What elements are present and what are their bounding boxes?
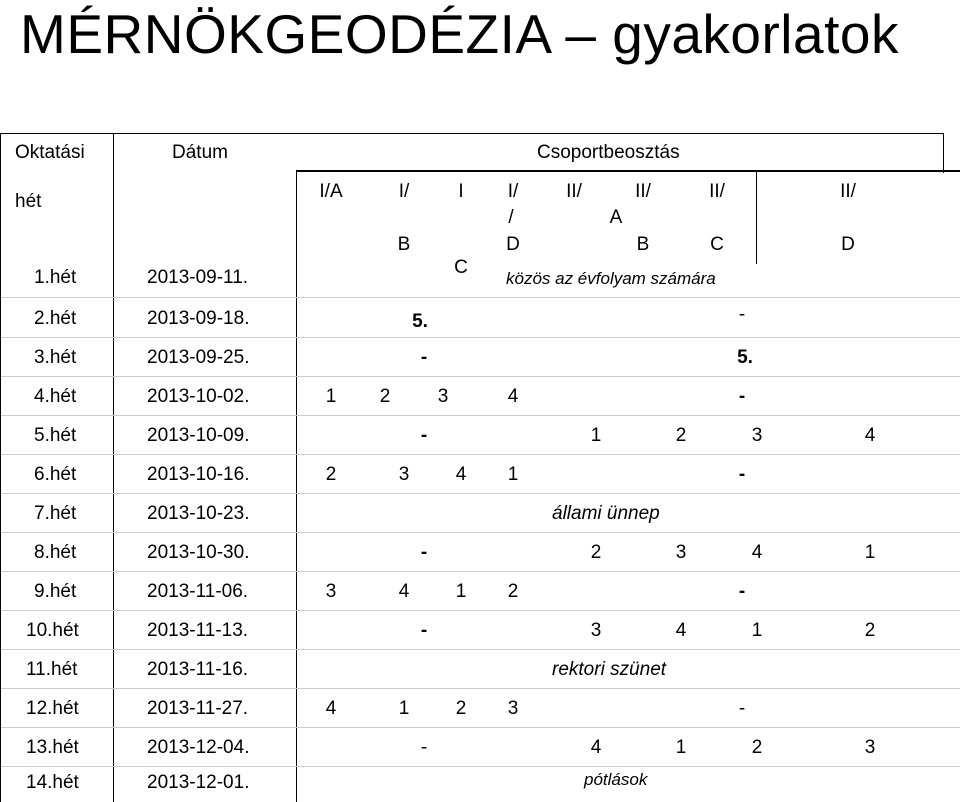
group-iib-label: II/ xyxy=(635,181,651,202)
row-separator xyxy=(1,454,960,455)
week-cell: 1.hét xyxy=(34,267,77,288)
week-cell: 13.hét xyxy=(26,737,79,758)
group-ia-label: I/A xyxy=(319,181,343,202)
group-cell: 2 xyxy=(751,737,763,758)
group-iid-label: II/ xyxy=(840,181,856,202)
group-range-value: - xyxy=(420,425,428,446)
table-right-border xyxy=(943,133,944,173)
group-cell: 4 xyxy=(455,464,467,485)
group-id-label-3: D xyxy=(506,234,520,255)
table-left-border xyxy=(0,133,1,802)
group-cell: 3 xyxy=(864,737,876,758)
group-cell: 1 xyxy=(325,386,337,407)
group-header-divider xyxy=(756,172,757,264)
group-range-value: 5. xyxy=(412,311,428,332)
row-separator xyxy=(1,766,960,767)
row-separator xyxy=(1,493,960,494)
note-cell: rektori szünet xyxy=(552,659,667,680)
group-range-value: - xyxy=(420,737,428,758)
date-cell: 2013-10-23. xyxy=(147,503,250,524)
week-cell: 7.hét xyxy=(34,503,77,524)
group-range-value: - xyxy=(738,304,746,325)
group-range-value: - xyxy=(738,698,746,719)
column-header-week-2: hét xyxy=(15,191,42,212)
group-cell: 2 xyxy=(507,581,519,602)
group-cell: 4 xyxy=(675,620,687,641)
column-header-date: Dátum xyxy=(172,142,228,163)
row-separator xyxy=(1,649,960,650)
group-cell: 1 xyxy=(455,581,467,602)
week-cell: 5.hét xyxy=(34,425,77,446)
group-cell: 1 xyxy=(864,542,876,563)
group-iic-label-2: C xyxy=(710,234,724,255)
group-cell: 3 xyxy=(437,386,449,407)
group-iic-label: II/ xyxy=(709,181,725,202)
week-cell: 8.hét xyxy=(34,542,77,563)
group-range-value: - xyxy=(738,581,746,602)
week-cell: 11.hét xyxy=(26,659,78,680)
row-separator xyxy=(1,610,960,611)
group-cell: 4 xyxy=(751,542,763,563)
row-separator xyxy=(1,376,960,377)
group-iid-label-2: D xyxy=(841,234,855,255)
group-cell: 1 xyxy=(751,620,763,641)
date-column-divider xyxy=(113,133,114,802)
date-cell: 2013-09-11. xyxy=(147,267,249,288)
date-cell: 2013-12-01. xyxy=(147,772,250,793)
groups-header-line xyxy=(296,170,960,172)
group-cell: 2 xyxy=(864,620,876,641)
group-cell: 3 xyxy=(675,542,687,563)
week-cell: 12.hét xyxy=(26,698,79,719)
group-cell: 4 xyxy=(864,425,876,446)
row-separator xyxy=(1,415,960,416)
group-cell: 4 xyxy=(507,386,519,407)
row-separator xyxy=(1,297,960,298)
group-cell: 2 xyxy=(455,698,467,719)
column-header-week: Oktatási xyxy=(15,142,85,163)
week-cell: 4.hét xyxy=(34,386,77,407)
date-cell: 2013-10-30. xyxy=(147,542,250,563)
group-ib-label-2: B xyxy=(397,234,411,255)
group-cell: 4 xyxy=(398,581,410,602)
group-cell: 3 xyxy=(507,698,519,719)
date-cell: 2013-11-13. xyxy=(147,620,249,641)
column-header-groups: Csoportbeosztás xyxy=(537,142,680,163)
note-cell: állami ünnep xyxy=(552,503,660,524)
week-cell: 9.hét xyxy=(34,581,77,602)
group-cell: 3 xyxy=(325,581,337,602)
group-range-value: 5. xyxy=(737,347,753,368)
row-separator xyxy=(1,727,960,728)
week-cell: 3.hét xyxy=(34,347,77,368)
date-cell: 2013-10-16. xyxy=(147,464,250,485)
group-ic-label: I xyxy=(458,181,464,202)
date-cell: 2013-11-27. xyxy=(147,698,249,719)
group-cell: 2 xyxy=(325,464,337,485)
group-range-value: - xyxy=(420,620,428,641)
group-ic-label-2: C xyxy=(454,257,468,278)
week-cell: 6.hét xyxy=(34,464,77,485)
group-cell: 3 xyxy=(398,464,410,485)
group-range-value: - xyxy=(738,464,746,485)
date-cell: 2013-09-18. xyxy=(147,308,250,329)
group-cell: 4 xyxy=(590,737,602,758)
row-separator xyxy=(1,532,960,533)
note-cell: közös az évfolyam számára xyxy=(506,269,716,288)
group-cell: 2 xyxy=(379,386,391,407)
group-cell: 1 xyxy=(675,737,687,758)
row-separator xyxy=(1,688,960,689)
group-cell: 3 xyxy=(751,425,763,446)
row-separator xyxy=(1,337,960,338)
group-range-value: - xyxy=(420,347,428,368)
table-top-border xyxy=(0,133,944,134)
date-cell: 2013-11-06. xyxy=(147,581,249,602)
group-cell: 2 xyxy=(675,425,687,446)
group-id-label: I/ xyxy=(507,181,519,202)
note-cell: pótlások xyxy=(584,770,648,789)
group-id-label-2: / xyxy=(508,207,514,228)
group-cell: 2 xyxy=(590,542,602,563)
group-cell: 1 xyxy=(590,425,602,446)
week-cell: 10.hét xyxy=(26,620,79,641)
group-range-value: - xyxy=(420,542,428,563)
date-cell: 2013-09-25. xyxy=(147,347,250,368)
date-cell: 2013-12-04. xyxy=(147,737,250,758)
date-cell: 2013-10-02. xyxy=(147,386,250,407)
group-cell: 4 xyxy=(325,698,337,719)
row-separator xyxy=(1,571,960,572)
date-cell: 2013-10-09. xyxy=(147,425,250,446)
group-cell: 3 xyxy=(590,620,602,641)
group-cell: 1 xyxy=(398,698,410,719)
group-range-value: - xyxy=(738,386,746,407)
group-iib-label-2: A xyxy=(609,207,623,228)
group-ib-label: I/ xyxy=(398,181,410,202)
week-cell: 14.hét xyxy=(26,772,79,793)
group-cell: 1 xyxy=(507,464,519,485)
date-cell: 2013-11-16. xyxy=(147,659,249,680)
group-iib-label-3: B xyxy=(636,234,650,255)
groups-column-divider xyxy=(296,170,297,802)
page-title: MÉRNÖKGEODÉZIA – gyakorlatok xyxy=(20,3,899,65)
group-iia-label: II/ xyxy=(566,181,582,202)
week-cell: 2.hét xyxy=(34,308,77,329)
